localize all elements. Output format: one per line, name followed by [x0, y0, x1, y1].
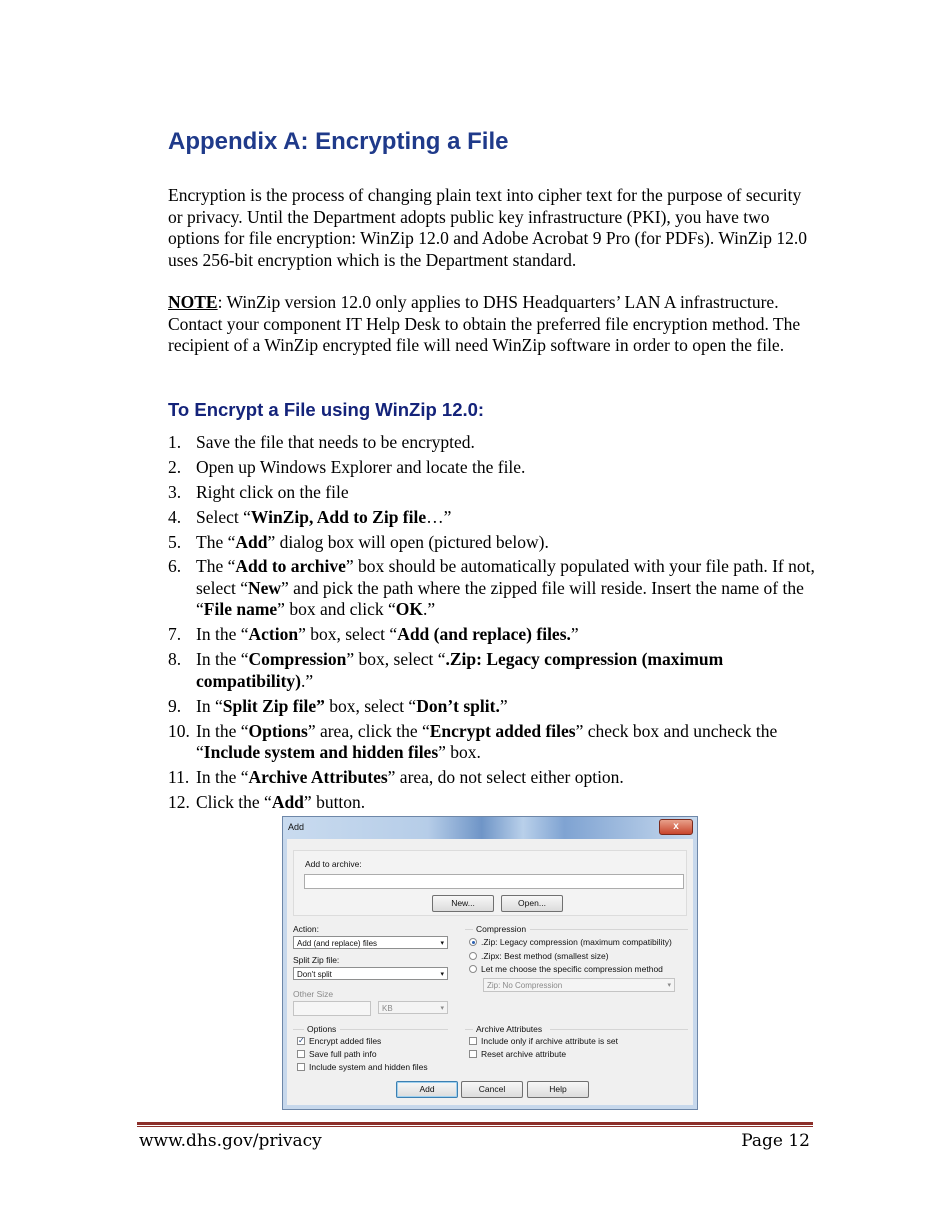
step-text: ” box, select “ — [298, 624, 398, 645]
step-text: ” box. — [438, 742, 481, 763]
chevron-down-icon: ▾ — [440, 971, 444, 978]
step-number: 2. — [168, 456, 182, 477]
footer-url: www.dhs.gov/privacy — [139, 1131, 322, 1151]
chevron-down-icon: ▾ — [667, 982, 671, 989]
step-text: ” — [570, 624, 579, 645]
dialog-title: Add — [288, 822, 305, 832]
chevron-down-icon: ▾ — [440, 940, 444, 947]
new-button[interactable]: New... — [432, 895, 494, 912]
step-text: The “ — [196, 531, 236, 552]
compression-radio-best[interactable] — [469, 952, 477, 960]
step-number: 7. — [168, 624, 182, 645]
size-unit-select[interactable] — [378, 1001, 448, 1014]
step-text: In “ — [196, 695, 223, 716]
compression-method-value: Zip: No Compression — [487, 981, 563, 990]
step-text: ” and pick the path where the zipped file will reside. Insert the name of the “ — [196, 577, 804, 620]
open-button[interactable]: Open... — [501, 895, 563, 912]
compression-radio-legacy[interactable] — [469, 938, 477, 946]
group-line — [530, 929, 688, 930]
attr-only-set-checkbox[interactable] — [469, 1037, 477, 1045]
group-line — [293, 1029, 304, 1030]
step-text: box, select “ — [324, 695, 417, 716]
step-item — [168, 696, 818, 718]
add-button[interactable]: Add — [396, 1081, 458, 1098]
compression-radio-specific[interactable] — [469, 965, 477, 973]
compression-option-best: .Zipx: Best method (smallest size) — [481, 951, 609, 961]
step-emphasis: .Zip: Legacy compression (maximum compatibility) — [196, 649, 724, 691]
page-title: Appendix A: Encrypting a File — [168, 128, 509, 155]
split-select[interactable] — [293, 967, 448, 980]
action-select[interactable] — [293, 936, 448, 949]
compression-option-specific: Let me choose the specific compression method — [481, 964, 663, 974]
step-text: Save the file that needs to be encrypted. — [196, 432, 475, 452]
split-label: Split Zip file: — [293, 955, 340, 965]
step-text: ” area, click the “ — [307, 720, 430, 741]
step-number: 3. — [168, 481, 182, 502]
compression-option-legacy: .Zip: Legacy compression (maximum compatibility) — [481, 937, 672, 947]
step-emphasis: New — [247, 577, 282, 598]
step-emphasis: Add to archive — [235, 556, 346, 577]
group-line — [550, 1029, 688, 1030]
step-number: 8. — [168, 649, 182, 670]
compression-label: Compression — [476, 924, 527, 934]
note-label: NOTE — [168, 292, 218, 312]
compression-method-select[interactable] — [483, 978, 675, 992]
step-number: 10. — [168, 720, 190, 741]
full-path-checkbox[interactable] — [297, 1050, 305, 1058]
attr-reset-checkbox[interactable] — [469, 1050, 477, 1058]
step-emphasis: Include system and hidden files — [203, 742, 439, 763]
step-item — [168, 792, 818, 814]
step-text: Select “ — [196, 506, 251, 527]
step-number: 1. — [168, 432, 182, 452]
step-emphasis: Options — [248, 720, 308, 741]
step-emphasis: Add — [235, 531, 268, 552]
size-unit-value: KB — [382, 1004, 393, 1013]
step-text: In the “ — [196, 766, 249, 787]
attr-only-set-label: Include only if archive attribute is set — [481, 1036, 619, 1046]
note-paragraph — [168, 292, 818, 357]
options-label: Options — [307, 1024, 337, 1034]
attr-reset-label: Reset archive attribute — [481, 1049, 567, 1059]
close-button[interactable]: x — [659, 819, 693, 835]
section-heading: To Encrypt a File using WinZip 12.0: — [168, 399, 485, 420]
step-emphasis: File name — [203, 599, 278, 620]
other-size-label: Other Size — [293, 989, 334, 999]
dialog-titlebar — [283, 817, 697, 839]
step-text: ” box and click “ — [277, 599, 396, 620]
help-button[interactable]: Help — [527, 1081, 589, 1098]
step-text: ” area, do not select either option. — [387, 766, 624, 787]
archive-attributes-label: Archive Attributes — [476, 1024, 543, 1034]
step-emphasis: Add (and replace) files. — [397, 624, 571, 645]
hidden-files-label: Include system and hidden files — [309, 1062, 428, 1072]
dialog-body — [288, 840, 692, 1104]
page-number: Page 12 — [741, 1131, 810, 1151]
step-number: 12. — [168, 791, 190, 812]
other-size-input[interactable] — [293, 1001, 371, 1016]
step-number: 6. — [168, 556, 182, 577]
step-item — [168, 432, 818, 454]
action-value: Add (and replace) files — [297, 939, 378, 948]
step-item — [168, 721, 818, 764]
step-emphasis: Compression — [248, 649, 347, 670]
full-path-label: Save full path info — [309, 1049, 377, 1059]
step-number: 4. — [168, 506, 182, 527]
step-text: Open up Windows Explorer and locate the file. — [196, 456, 526, 477]
step-text: In the “ — [196, 624, 249, 645]
group-line — [340, 1029, 448, 1030]
note-text: : WinZip version 12.0 only applies to DHS Headquarters’ LAN A infrastructure. Contact your component IT Help Desk to obtain the preferred file encryption method. The recipient of a WinZip encrypted file will need WinZip software in order to open the file. — [168, 292, 801, 355]
step-item — [168, 507, 818, 529]
step-text: ” check box and uncheck the “ — [196, 720, 778, 763]
winzip-add-dialog — [282, 816, 698, 1110]
step-number: 5. — [168, 531, 182, 552]
step-emphasis: Archive Attributes — [248, 766, 388, 787]
intro-paragraph: Encryption is the process of changing plain text into cipher text for the purpose of security or privacy. Until the Department adopts public key infrastructure (PKI), you have two options for file encryption: WinZip 12.0 and Adobe Acrobat 9 Pro (for PDFs). WinZip 12.0 uses 256-bit encryption which is the Department standard. — [168, 185, 808, 270]
step-number: 11. — [168, 766, 190, 787]
step-item — [168, 532, 818, 554]
step-text: The “ — [196, 556, 236, 577]
step-text: ” dialog box will open (pictured below). — [267, 531, 549, 552]
step-emphasis: Split Zip file” — [222, 695, 325, 716]
archive-panel — [293, 850, 687, 916]
split-value: Don't split — [297, 970, 332, 979]
chevron-down-icon: ▾ — [440, 1005, 444, 1012]
encrypt-checkbox[interactable]: ✓ — [298, 1036, 305, 1045]
cancel-button[interactable]: Cancel — [461, 1081, 523, 1098]
step-text: ” box should be automatically populated with your file path. If not, select “ — [196, 556, 815, 598]
step-text: .” — [422, 599, 436, 620]
steps-list — [168, 432, 818, 817]
step-text: .” — [301, 670, 314, 691]
step-emphasis: Encrypt added files — [429, 720, 576, 741]
step-emphasis: Action — [248, 624, 299, 645]
archive-path-input[interactable] — [304, 874, 684, 889]
step-number: 9. — [168, 695, 182, 716]
step-emphasis: Don’t split. — [416, 695, 500, 716]
step-text: ” — [499, 695, 508, 716]
step-item — [168, 457, 818, 479]
step-text: Click the “ — [196, 791, 272, 812]
step-text: Right click on the file — [196, 481, 349, 502]
step-item — [168, 624, 818, 646]
step-item — [168, 556, 818, 621]
group-line — [465, 929, 473, 930]
step-text: In the “ — [196, 720, 249, 741]
step-item — [168, 482, 818, 504]
step-text: In the “ — [196, 649, 249, 670]
footer-rule-thin — [137, 1126, 813, 1127]
action-label: Action: — [293, 924, 319, 934]
step-emphasis: WinZip, Add to Zip file — [250, 506, 427, 527]
group-line — [465, 1029, 473, 1030]
step-emphasis: Add — [271, 791, 304, 812]
step-item — [168, 649, 818, 692]
step-item — [168, 767, 818, 789]
step-emphasis: OK — [395, 599, 423, 620]
footer-rule — [137, 1122, 813, 1125]
hidden-files-checkbox[interactable] — [297, 1063, 305, 1071]
add-to-archive-label: Add to archive: — [305, 859, 362, 869]
step-text: …” — [426, 506, 452, 527]
step-text: ” box, select “ — [346, 649, 446, 670]
step-text: ” button. — [303, 791, 366, 812]
encrypt-label: Encrypt added files — [309, 1036, 382, 1046]
